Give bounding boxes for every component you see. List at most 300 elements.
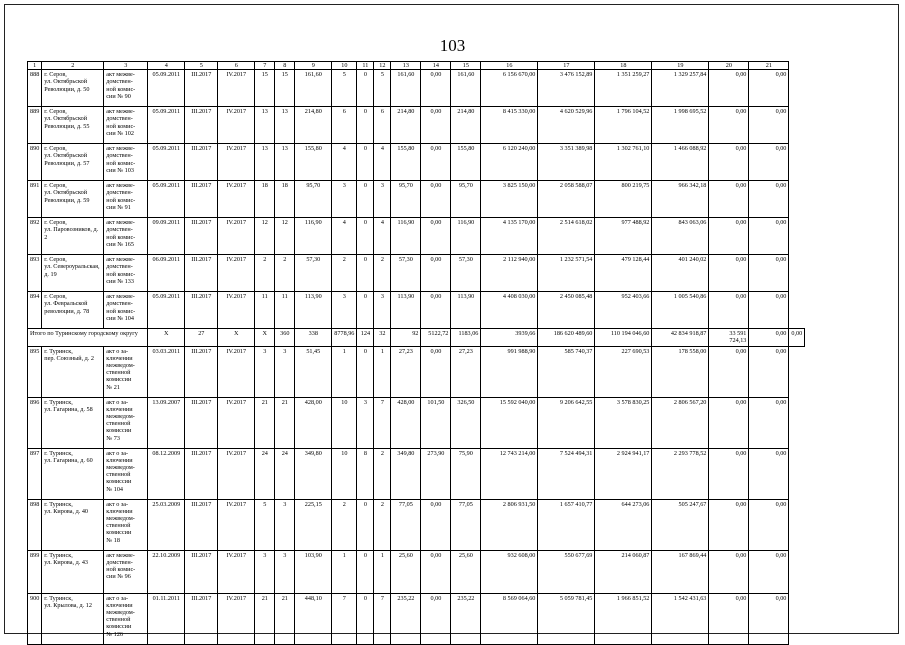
table-cell: 1 302 761,10 — [595, 144, 652, 181]
table-cell: 0 — [357, 346, 374, 397]
table-cell: III.2017 — [185, 292, 218, 329]
table-cell: 0 — [357, 107, 374, 144]
table-cell: акт о за- ключении межведом- ственной комиссии № 104 — [104, 448, 148, 499]
table-cell: 155,80 — [295, 144, 332, 181]
table-cell: 1 542 431,63 — [652, 593, 709, 644]
table-cell: 95,70 — [391, 181, 421, 218]
column-header: 8 — [275, 62, 295, 70]
table-cell: 0,00 — [709, 181, 749, 218]
total-cell: 360 — [275, 329, 295, 346]
table-cell: г. Серов, ул. Февральской революции, д. 78 — [42, 292, 104, 329]
table-cell: 0,00 — [709, 107, 749, 144]
table-cell: 1 329 257,84 — [652, 70, 709, 107]
table-cell: IV.2017 — [218, 550, 255, 593]
column-header: 5 — [185, 62, 218, 70]
table-cell: 161,60 — [391, 70, 421, 107]
total-cell: 33 591 724,13 — [709, 329, 749, 346]
table-cell: 505 247,67 — [652, 499, 709, 550]
table-cell: 0,00 — [421, 292, 451, 329]
row-number-cell: 895 — [28, 346, 42, 397]
table-cell: III.2017 — [185, 499, 218, 550]
table-cell: 0,00 — [709, 346, 749, 397]
table-cell: 966 342,18 — [652, 181, 709, 218]
column-header: 13 — [391, 62, 421, 70]
table-row — [28, 144, 805, 181]
table-cell: 15 — [255, 70, 275, 107]
table-cell: 08.12.2009 — [148, 448, 185, 499]
column-header: 3 — [104, 62, 148, 70]
column-header: 9 — [295, 62, 332, 70]
table-cell: акт о за- ключении межведом- ственной комиссии № 73 — [104, 397, 148, 448]
table-cell: 5 — [374, 70, 391, 107]
table-cell: акт межве- домствен- ной комис- сии № 91 — [104, 181, 148, 218]
table-cell: 21 — [275, 397, 295, 448]
table-cell: 0,00 — [749, 397, 789, 448]
table-row — [28, 218, 805, 255]
total-cell: 338 — [295, 329, 332, 346]
table-cell: 0,00 — [709, 499, 749, 550]
table-cell: 7 — [332, 593, 357, 644]
table-cell: 3 — [374, 292, 391, 329]
table-cell: IV.2017 — [218, 593, 255, 644]
table-cell: 3 — [374, 181, 391, 218]
table-cell: 0,00 — [749, 218, 789, 255]
table-cell: 326,50 — [451, 397, 481, 448]
table-cell: 24 — [255, 448, 275, 499]
table-cell: 0,00 — [421, 218, 451, 255]
table-cell: 0,00 — [749, 70, 789, 107]
table-cell: 161,60 — [451, 70, 481, 107]
table-cell: 116,90 — [451, 218, 481, 255]
table-cell: IV.2017 — [218, 181, 255, 218]
table-cell: г. Серов, ул. Октябрьской Революции, д. 50 — [42, 70, 104, 107]
table-cell: 103,90 — [295, 550, 332, 593]
table-cell: 2 514 618,02 — [538, 218, 595, 255]
column-header: 10 — [332, 62, 357, 70]
table-cell: 3 — [332, 181, 357, 218]
table-cell: 116,90 — [295, 218, 332, 255]
table-cell: 5 — [255, 499, 275, 550]
table-cell: 977 488,92 — [595, 218, 652, 255]
table-cell: 6 156 670,00 — [481, 70, 538, 107]
table-cell: 18 — [275, 181, 295, 218]
total-cell: 124 — [357, 329, 374, 346]
table-cell: 12 — [255, 218, 275, 255]
table-row — [28, 181, 805, 218]
table-cell: 349,80 — [391, 448, 421, 499]
table-row — [28, 499, 805, 550]
table-row — [28, 70, 805, 107]
table-cell: 4 — [374, 144, 391, 181]
table-cell: 2 — [374, 448, 391, 499]
table-cell: 05.09.2011 — [148, 70, 185, 107]
table-cell: г. Серов, ул. Октябрьской Революции, д. 59 — [42, 181, 104, 218]
table-cell: 22.10.2009 — [148, 550, 185, 593]
table-cell: 95,70 — [295, 181, 332, 218]
table-cell: 235,22 — [451, 593, 481, 644]
table-cell: III.2017 — [185, 255, 218, 292]
table-cell: 225,15 — [295, 499, 332, 550]
column-header: 12 — [374, 62, 391, 70]
table-cell: 161,60 — [295, 70, 332, 107]
total-cell: 42 834 918,87 — [652, 329, 709, 346]
table-cell: 18 — [255, 181, 275, 218]
table-cell: 0,00 — [421, 499, 451, 550]
table-cell: 2 112 940,00 — [481, 255, 538, 292]
table-cell: акт межве- домствен- ной комис- сии № 133 — [104, 255, 148, 292]
table-cell: III.2017 — [185, 144, 218, 181]
table-row — [28, 255, 805, 292]
table-cell: 77,05 — [451, 499, 481, 550]
table-cell: 5 059 781,45 — [538, 593, 595, 644]
table-cell: 05.09.2011 — [148, 181, 185, 218]
table-cell: 644 273,06 — [595, 499, 652, 550]
table-cell: 8 — [357, 448, 374, 499]
table-cell: 0,00 — [709, 255, 749, 292]
row-number-cell: 888 — [28, 70, 42, 107]
table-cell: 349,80 — [295, 448, 332, 499]
table-cell: акт межве- домствен- ной комис- сии № 103 — [104, 144, 148, 181]
table-cell: акт межве- домствен- ной комис- сии № 96 — [104, 550, 148, 593]
table-cell: 214,80 — [451, 107, 481, 144]
table-cell: 155,80 — [451, 144, 481, 181]
table-cell: 25,60 — [451, 550, 481, 593]
total-cell: 110 194 046,60 — [595, 329, 652, 346]
table-cell: III.2017 — [185, 218, 218, 255]
table-cell: 401 240,02 — [652, 255, 709, 292]
table-cell: III.2017 — [185, 346, 218, 397]
table-cell: 843 063,06 — [652, 218, 709, 255]
total-cell: X — [218, 329, 255, 346]
row-number-cell: 894 — [28, 292, 42, 329]
table-cell: 13 — [255, 144, 275, 181]
table-cell: 0 — [357, 144, 374, 181]
table-cell: г. Серов, ул. Октябрьской Революции, д. 55 — [42, 107, 104, 144]
table-cell: 0,00 — [709, 218, 749, 255]
total-cell: 27 — [185, 329, 218, 346]
table-cell: 27,23 — [451, 346, 481, 397]
table-cell: 1 232 571,54 — [538, 255, 595, 292]
table-cell: 05.09.2011 — [148, 144, 185, 181]
table-cell: 1 657 410,77 — [538, 499, 595, 550]
table-cell: 11 — [275, 292, 295, 329]
table-cell: г. Туринск, ул. Кирова, д. 40 — [42, 499, 104, 550]
table-cell: 1 796 104,52 — [595, 107, 652, 144]
table-cell: 57,30 — [391, 255, 421, 292]
column-header: 14 — [421, 62, 451, 70]
row-number-cell: 897 — [28, 448, 42, 499]
table-cell: 10 — [332, 448, 357, 499]
table-cell: 0,00 — [421, 144, 451, 181]
table-cell: 116,90 — [391, 218, 421, 255]
table-cell: 13 — [275, 144, 295, 181]
table-row — [28, 397, 805, 448]
table-cell: 3 578 830,25 — [595, 397, 652, 448]
table-cell: г. Серов, ул. Паровозников, д. 2 — [42, 218, 104, 255]
table-cell: 6 — [374, 107, 391, 144]
column-header: 21 — [749, 62, 789, 70]
column-header: 16 — [481, 62, 538, 70]
table-cell: 167 869,44 — [652, 550, 709, 593]
table-cell: 57,30 — [295, 255, 332, 292]
table-cell: 2 058 588,07 — [538, 181, 595, 218]
table-cell: 4 — [374, 218, 391, 255]
table-cell: 1 — [374, 550, 391, 593]
table-cell: 0,00 — [709, 593, 749, 644]
column-header: 19 — [652, 62, 709, 70]
table-row — [28, 292, 805, 329]
table-row — [28, 550, 805, 593]
table-cell: 1 998 695,52 — [652, 107, 709, 144]
table-cell: 1 — [374, 346, 391, 397]
table-cell: 0,00 — [421, 593, 451, 644]
table-cell: 101,50 — [421, 397, 451, 448]
table-cell: III.2017 — [185, 550, 218, 593]
table-cell: 51,45 — [295, 346, 332, 397]
table-cell: 03.03.2011 — [148, 346, 185, 397]
table-cell: г. Серов, ул. Октябрьской Революции, д. 57 — [42, 144, 104, 181]
table-cell: 2 — [332, 255, 357, 292]
table-cell: акт о за- ключении межведом- ственной комиссии № 18 — [104, 499, 148, 550]
column-header-row — [28, 62, 805, 70]
table-cell: 4 — [332, 144, 357, 181]
table-cell: 3 825 150,00 — [481, 181, 538, 218]
table-row — [28, 107, 805, 144]
table-cell: 25,60 — [391, 550, 421, 593]
table-cell: 2 293 778,52 — [652, 448, 709, 499]
table-cell: 3 — [255, 346, 275, 397]
table-cell: 3 — [357, 397, 374, 448]
table-cell: 5 — [332, 70, 357, 107]
table-cell: 0 — [357, 292, 374, 329]
table-cell: IV.2017 — [218, 70, 255, 107]
total-cell: X — [255, 329, 275, 346]
table-cell: 448,10 — [295, 593, 332, 644]
table-cell: 214,80 — [391, 107, 421, 144]
table-cell: 12 743 214,00 — [481, 448, 538, 499]
table-cell: 25.03.2009 — [148, 499, 185, 550]
row-number-cell: 893 — [28, 255, 42, 292]
table-cell: III.2017 — [185, 397, 218, 448]
table-cell: 0,00 — [749, 255, 789, 292]
column-header: 15 — [451, 62, 481, 70]
table-cell: 77,05 — [391, 499, 421, 550]
table-cell: 800 219,75 — [595, 181, 652, 218]
table-cell: 2 — [255, 255, 275, 292]
table-cell: 178 558,00 — [652, 346, 709, 397]
row-number-cell: 891 — [28, 181, 42, 218]
row-number-cell: 889 — [28, 107, 42, 144]
table-cell: 7 — [374, 593, 391, 644]
table-cell: 155,80 — [391, 144, 421, 181]
table-row — [28, 593, 805, 644]
total-cell: 0,00 — [789, 329, 805, 346]
table-cell: IV.2017 — [218, 107, 255, 144]
table-cell: III.2017 — [185, 593, 218, 644]
table-cell: 21 — [275, 593, 295, 644]
table-cell: 0,00 — [749, 346, 789, 397]
row-number-cell: 900 — [28, 593, 42, 644]
table-cell: 3 — [275, 346, 295, 397]
table-cell: 05.09.2011 — [148, 107, 185, 144]
table-cell: 0,00 — [709, 70, 749, 107]
table-cell: г. Туринск, ул. Крылова, д. 12 — [42, 593, 104, 644]
total-label: Итого по Туринскому городскому округу — [28, 329, 148, 346]
table-cell: 0 — [357, 70, 374, 107]
table-cell: 0 — [357, 593, 374, 644]
column-header: 17 — [538, 62, 595, 70]
table-cell: 13 — [275, 107, 295, 144]
table-cell: 57,30 — [451, 255, 481, 292]
table-cell: IV.2017 — [218, 448, 255, 499]
column-header: 1 — [28, 62, 42, 70]
table-cell: 235,22 — [391, 593, 421, 644]
table-cell: 932 608,00 — [481, 550, 538, 593]
table-cell: 4 620 529,96 — [538, 107, 595, 144]
table-cell: 3 — [255, 550, 275, 593]
table-cell: 113,90 — [451, 292, 481, 329]
table-cell: акт межве- домствен- ной комис- сии № 90 — [104, 70, 148, 107]
table-cell: акт межве- домствен- ной комис- сии № 102 — [104, 107, 148, 144]
table-cell: IV.2017 — [218, 499, 255, 550]
table-cell: 952 403,66 — [595, 292, 652, 329]
table-cell: 0,00 — [749, 593, 789, 644]
table-cell: 2 — [275, 255, 295, 292]
table-cell: IV.2017 — [218, 292, 255, 329]
table-cell: 10 — [332, 397, 357, 448]
total-cell: 186 620 489,60 — [538, 329, 595, 346]
table-cell: 214,80 — [295, 107, 332, 144]
table-cell: 113,90 — [295, 292, 332, 329]
table-cell: 13 — [255, 107, 275, 144]
total-cell: 8778,96 — [332, 329, 357, 346]
table-cell: 1 — [332, 346, 357, 397]
total-cell: 32 — [374, 329, 391, 346]
table-cell: 3 — [275, 550, 295, 593]
table-cell: III.2017 — [185, 107, 218, 144]
table-cell: 27,23 — [391, 346, 421, 397]
table-cell: 0,00 — [709, 550, 749, 593]
table-cell: 9 206 642,55 — [538, 397, 595, 448]
table-cell: III.2017 — [185, 448, 218, 499]
table-cell: 2 924 941,17 — [595, 448, 652, 499]
table-cell: акт межве- домствен- ной комис- сии № 104 — [104, 292, 148, 329]
table-cell: 428,00 — [295, 397, 332, 448]
table-cell: 75,90 — [451, 448, 481, 499]
row-number-cell: 899 — [28, 550, 42, 593]
table-cell: 2 — [374, 255, 391, 292]
table-cell: 0,00 — [749, 499, 789, 550]
column-header: 6 — [218, 62, 255, 70]
table-cell: 0,00 — [709, 448, 749, 499]
column-header: 7 — [255, 62, 275, 70]
table-cell: акт о за- ключении межведом- ственной комиссии № 126 — [104, 593, 148, 644]
table-row — [28, 346, 805, 397]
table-cell: 09.09.2011 — [148, 218, 185, 255]
column-header: 2 — [42, 62, 104, 70]
row-number-cell: 890 — [28, 144, 42, 181]
row-number-cell: 892 — [28, 218, 42, 255]
table-cell: 0,00 — [421, 107, 451, 144]
table-cell: 0,00 — [421, 255, 451, 292]
table-cell: 227 690,53 — [595, 346, 652, 397]
table-cell: 1 466 088,92 — [652, 144, 709, 181]
table-cell: 273,90 — [421, 448, 451, 499]
table-cell: 6 — [332, 107, 357, 144]
total-cell: 3939,66 — [481, 329, 538, 346]
table-cell: 05.09.2011 — [148, 292, 185, 329]
column-header: 4 — [148, 62, 185, 70]
table-cell: IV.2017 — [218, 218, 255, 255]
table-cell: 95,70 — [451, 181, 481, 218]
table-cell: 0 — [357, 218, 374, 255]
table-cell: 0,00 — [709, 144, 749, 181]
table-cell: 0,00 — [421, 70, 451, 107]
table-cell: 21 — [255, 593, 275, 644]
table-cell: 428,00 — [391, 397, 421, 448]
housing-table — [27, 61, 805, 645]
table-cell: III.2017 — [185, 70, 218, 107]
table-cell: 0,00 — [749, 448, 789, 499]
table-cell: 15 592 040,00 — [481, 397, 538, 448]
page-number: 103 — [439, 36, 466, 55]
table-cell: г. Туринск, ул. Гагарина, д. 60 — [42, 448, 104, 499]
table-cell: 0,00 — [749, 144, 789, 181]
table-cell: III.2017 — [185, 181, 218, 218]
table-cell: 2 — [374, 499, 391, 550]
table-cell: 550 677,69 — [538, 550, 595, 593]
table-cell: 8 415 330,00 — [481, 107, 538, 144]
table-cell: 1 005 540,86 — [652, 292, 709, 329]
table-cell: 4 — [332, 218, 357, 255]
column-header: 18 — [595, 62, 652, 70]
table-cell: акт межве- домствен- ной комис- сии № 165 — [104, 218, 148, 255]
table-cell: IV.2017 — [218, 346, 255, 397]
table-cell: 4 135 170,00 — [481, 218, 538, 255]
table-cell: 0,00 — [421, 346, 451, 397]
total-cell: X — [148, 329, 185, 346]
table-cell: 0,00 — [749, 550, 789, 593]
table-cell: 0,00 — [709, 292, 749, 329]
total-cell: 92 — [391, 329, 421, 346]
total-cell: 5122,72 — [421, 329, 451, 346]
column-header: 20 — [709, 62, 749, 70]
table-cell: 0,00 — [421, 181, 451, 218]
table-cell: 1 — [332, 550, 357, 593]
table-cell: 214 060,87 — [595, 550, 652, 593]
table-cell: г. Туринск, ул. Гагарина, д. 58 — [42, 397, 104, 448]
table-cell: 4 408 030,00 — [481, 292, 538, 329]
table-cell: 0 — [357, 499, 374, 550]
table-cell: 3 — [332, 292, 357, 329]
table-cell: 1 966 851,52 — [595, 593, 652, 644]
table-cell: 8 569 064,60 — [481, 593, 538, 644]
table-cell: 11 — [255, 292, 275, 329]
table-cell: 3 351 389,98 — [538, 144, 595, 181]
table-cell: 1 351 259,27 — [595, 70, 652, 107]
table-cell: 0 — [357, 550, 374, 593]
table-cell: 2 — [332, 499, 357, 550]
table-cell: 15 — [275, 70, 295, 107]
row-number-cell: 896 — [28, 397, 42, 448]
table-cell: 7 524 494,31 — [538, 448, 595, 499]
table-cell: 113,90 — [391, 292, 421, 329]
row-number-cell: 898 — [28, 499, 42, 550]
table-cell: 6 120 240,00 — [481, 144, 538, 181]
table-cell: 13.09.2007 — [148, 397, 185, 448]
table-cell: 2 806 567,20 — [652, 397, 709, 448]
table-cell: 991 988,90 — [481, 346, 538, 397]
